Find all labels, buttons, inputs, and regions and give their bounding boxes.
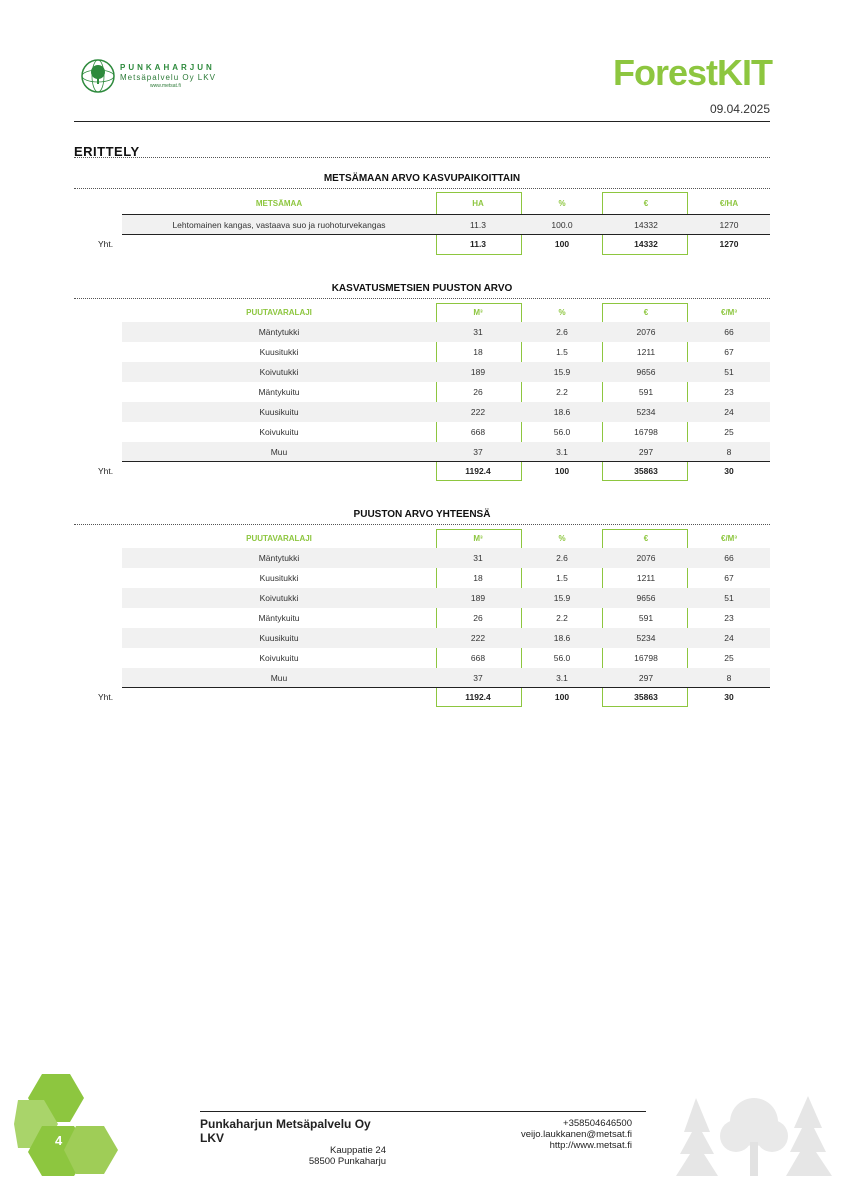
row-quantity: 37 [473,673,483,683]
row-value: 9656 [636,593,656,603]
table-row [122,608,770,628]
header-cell: METSÄMAA [255,199,303,208]
table-row [122,648,770,668]
header-divider [74,121,770,122]
row-value: 16798 [634,427,658,437]
row-unit-value: 66 [724,327,734,337]
row-quantity: 189 [470,367,486,377]
row-name: Koivukuitu [259,427,299,437]
footer-divider [200,1111,646,1112]
row-quantity: 37 [473,447,483,457]
total-row [74,687,770,707]
header-cell: €/HA [719,199,739,208]
row-unit-value: 24 [724,633,734,643]
street-address: Kauppatie 24 [330,1145,386,1156]
total-unit-value: 30 [724,692,734,702]
row-unit-value: 51 [724,593,734,603]
row-unit-value: 67 [724,347,734,357]
total-value: 14332 [634,239,658,249]
row-value: 1211 [636,573,656,583]
total-percent: 100 [554,466,570,476]
header-cell: M³ [473,534,483,543]
row-value: 2076 [636,553,656,563]
total-percent: 100 [554,692,570,702]
section-title: ERITTELY [74,144,140,159]
table-title: METSÄMAAN ARVO KASVUPAIKOITTAIN [323,173,521,184]
footer-address [200,1117,386,1167]
header-cell: € [643,308,649,317]
forestkit-brand: ForestKIT [612,52,772,93]
table-row [122,628,770,648]
table-title-divider [74,524,770,525]
row-percent: 1.5 [556,347,568,357]
row-value: 9656 [636,367,656,377]
logo-line-1: PUNKAHARJUN [120,62,215,72]
table-title: KASVATUSMETSIEN PUUSTON ARVO [331,283,513,294]
row-name: Lehtomainen kangas, vastaava suo ja ruohoturvekangas [172,220,386,230]
row-percent: 2.2 [556,613,568,623]
table-row [122,422,770,442]
row-value: 1211 [636,347,656,357]
table-row [122,568,770,588]
table-title-divider [74,188,770,189]
header-cell: HA [472,199,484,208]
row-quantity: 26 [473,613,483,623]
table-title-divider [74,298,770,299]
row-quantity: 18 [473,347,483,357]
row-value: 16798 [634,653,658,663]
row-percent: 2.6 [556,327,568,337]
table-growing-stock-value [74,282,770,482]
table-header-row [122,529,770,549]
row-value: 14332 [634,220,658,230]
globe-logo-icon [80,58,116,94]
row-percent: 18.6 [553,407,571,417]
table-row [122,402,770,422]
row-quantity: 31 [473,553,483,563]
total-unit-value: 30 [724,466,734,476]
row-quantity: 189 [470,593,486,603]
table-row [122,442,770,462]
table-title: PUUSTON ARVO YHTEENSÄ [353,509,491,520]
row-name: Kuusikuitu [259,407,299,417]
table-row [122,362,770,382]
header-cell: % [558,199,566,208]
header-cell: €/M³ [721,534,737,543]
total-quantity: 1192.4 [465,692,491,702]
header-cell: €/M³ [721,308,737,317]
row-unit-value: 25 [724,653,734,663]
row-name: Mäntytukki [258,327,300,337]
row-unit-value: 23 [724,613,734,623]
table-soil-value [74,172,770,262]
row-name: Muu [270,673,288,683]
row-unit-value: 66 [724,553,734,563]
forest-trees-icon [676,1092,832,1176]
table-header-row [122,194,770,214]
row-value: 297 [638,673,654,683]
footer-contact [466,1118,632,1151]
row-unit-value: 8 [726,447,732,457]
row-name: Kuusikuitu [259,633,299,643]
total-label: Yht. [98,239,114,249]
row-name: Koivutukki [259,593,299,603]
header-cell: € [643,534,649,543]
header-cell: PUUTAVARALAJI [246,308,312,317]
row-percent: 56.0 [553,427,571,437]
table-header-row [122,303,770,323]
row-unit-value: 25 [724,427,734,437]
row-percent: 18.6 [553,633,571,643]
row-name: Kuusitukki [259,573,299,583]
company-name: Punkaharjun Metsäpalvelu Oy LKV [200,1117,371,1145]
table-row [122,382,770,402]
header-cell: € [643,199,649,208]
row-name: Mäntykuitu [258,613,300,623]
row-percent: 3.1 [556,673,568,683]
row-quantity: 18 [473,573,483,583]
header-cell: PUUTAVARALAJI [246,534,312,543]
table-row [122,548,770,568]
row-percent: 100.0 [551,220,573,230]
total-value: 35863 [634,692,658,702]
phone-number: +358504646500 [563,1118,632,1129]
page-number: 4 [55,1133,63,1148]
row-value: 5234 [636,633,656,643]
total-percent: 100 [554,239,570,249]
row-unit-value: 24 [724,407,734,417]
row-quantity: 26 [473,387,483,397]
section-divider [74,157,770,158]
row-value: 297 [638,447,654,457]
row-unit-value: 51 [724,367,734,377]
row-quantity: 668 [470,427,486,437]
email-link[interactable]: veijo.laukkanen@metsat.fi [520,1129,632,1140]
table-row [122,215,770,235]
table-row [122,322,770,342]
total-label: Yht. [98,692,114,702]
row-name: Mäntytukki [258,553,300,563]
table-row [122,668,770,688]
row-percent: 15.9 [553,367,571,377]
row-quantity: 222 [470,633,486,643]
table-row [122,342,770,362]
total-label: Yht. [98,466,114,476]
row-name: Mäntykuitu [258,387,300,397]
row-percent: 2.2 [556,387,568,397]
total-row [74,234,770,254]
row-percent: 15.9 [553,593,571,603]
logo-line-3: www.metsat.fi [150,82,181,89]
row-percent: 3.1 [556,447,568,457]
website-link[interactable]: http://www.metsat.fi [549,1140,632,1151]
report-date: 09.04.2025 [709,102,770,116]
company-logo [80,58,216,94]
header-cell: % [558,534,566,543]
row-value: 5234 [636,407,656,417]
row-percent: 2.6 [556,553,568,563]
total-row [74,461,770,481]
row-quantity: 668 [470,653,486,663]
city-address: 58500 Punkaharju [308,1156,386,1167]
row-quantity: 11.3 [470,220,486,230]
row-unit-value: 8 [726,673,732,683]
total-quantity: 1192.4 [465,466,491,476]
row-name: Muu [270,447,288,457]
row-unit-value: 67 [724,573,734,583]
row-unit-value: 1270 [719,220,739,230]
row-value: 591 [638,387,654,397]
row-name: Koivutukki [259,367,299,377]
total-quantity: 11.3 [469,239,487,249]
row-quantity: 31 [473,327,483,337]
row-value: 2076 [636,327,656,337]
header-cell: M³ [473,308,483,317]
total-value: 35863 [634,466,658,476]
header-cell: % [558,308,566,317]
row-value: 591 [638,613,654,623]
logo-line-2: Metsäpalvelu Oy LKV [120,72,216,82]
row-unit-value: 23 [724,387,734,397]
row-quantity: 222 [470,407,486,417]
row-name: Koivukuitu [259,653,299,663]
hexagon-decoration-icon [14,1070,126,1176]
row-percent: 1.5 [556,573,568,583]
table-row [122,588,770,608]
row-name: Kuusitukki [259,347,299,357]
total-unit-value: 1270 [719,239,739,249]
row-percent: 56.0 [553,653,571,663]
table-total-stock-value [74,508,770,708]
